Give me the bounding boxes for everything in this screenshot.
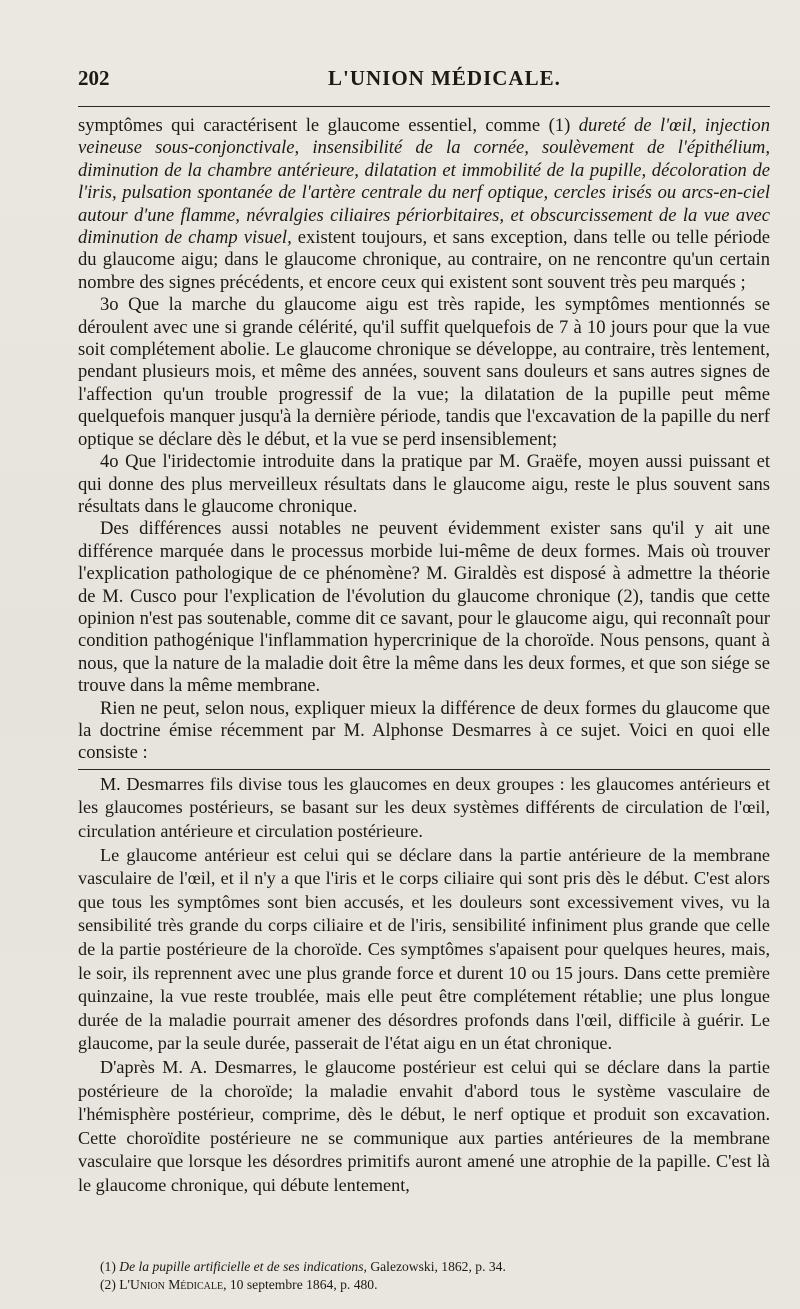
paragraph-differences: Des différences aussi notables ne peuvent évidemment exister sans qu'il y ait une différence marquée dans le processus morbide lui-même de deux formes. Mais où trouver l'explication pathologique de ce phénomène? M. Giraldès est disposé à admettre la théorie de M. Cusco pour l'explication de l'évolution du glaucome chronique (2), tandis que cette opinion n'est pas soutenable, comme dit ce savant, pour le glaucome aigu, qui reconnaît pour condition pathogénique l'inflammation hypercrinique de la choroïde. Nous pensons, quant à nous, que la nature de la maladie doit être la même dans les deux formes, et que son siége se trouve dans la même membrane.	[78, 518, 770, 697]
paragraph-3: 3o Que la marche du glaucome aigu est très rapide, les symptômes mentionnés se déroulent avec une si grande célérité, qu'il suffit quelquefois de 7 à 10 jours pour que la vue soit complétement abolie. Le glaucome chronique se développe, au contraire, très lentement, pendant plusieurs mois, et même des années, souvent sans douleurs et sans autres signes de l'affection qu'un trouble progressif de la vue; la dilatation de la pupille peut même quelquefois manquer jusqu'à la dernière période, tandis que l'excavation de la papille du nerf optique se déclare dès le début, et la vue se perd insensiblement;	[78, 294, 770, 450]
footnotes	[100, 1258, 506, 1294]
paragraph-desmarres-intro: Rien ne peut, selon nous, expliquer mieux la différence de deux formes du glaucome que la doctrine émise récemment par M. Alphonse Desmarres à ce sujet. Voici en quoi elle consiste :	[78, 697, 770, 764]
quote-paragraph-2: Le glaucome antérieur est celui qui se déclare dans la partie antérieure de la membrane vasculaire de l'œil, et il n'y a que l'iris et le corps ciliaire qui sont pris dès le début. C'est alors que tous les symptômes sont bien accusés, et les douleurs sont excessivement vives, vu la sensibilité très grande du corps ciliaire et de l'iris, sensibilité infiniment plus grande que celle de la partie postérieure de la choroïde. Ces symptômes s'apaisent pour quelques heures, mais, le soir, ils reprennent avec une plus grande force et durent 10 ou 15 jours. Dans cette première quinzaine, la vue reste troublée, mais elle peut être complétement rétablie; une plus longue durée de la maladie pourrait amener des désordres profonds dans l'œil, difficile à guérir. Le glaucome, par la seule durée, passerait de l'état aigu en un état chronique.	[78, 844, 770, 1054]
footnote-1: (1) De la pupille artificielle et de ses indications, Galezowski, 1862, p. 34.	[100, 1259, 506, 1274]
quoted-text	[78, 773, 770, 1198]
symptom-list: dureté de l'œil, injection veineuse sous-conjonctivale, insensibilité de la cornée, soulèvement de l'épithélium, diminution de la chambre antérieure, dilatation et immobilité de la pupille, décoloration de l'iris, pulsation spontanée de l'artère centrale du nerf optique, cercles irisés ou arcs-en-ciel autour d'une flamme, névralgies ciliaires périorbitaires, et obscurcissement de la vue avec diminution de champ visuel,	[78, 115, 770, 249]
quote-paragraph-1: M. Desmarres fils divise tous les glaucomes en deux groupes : les glaucomes antérieurs et les glaucomes postérieurs, se basant sur les deux systèmes différents de circulation de l'œil, circulation antérieure et circulation postérieure.	[78, 773, 770, 841]
main-text	[78, 115, 770, 765]
quote-paragraph-3: D'après M. A. Desmarres, le glaucome postérieur est celui qui se déclare dans la partie postérieure de la choroïde; la maladie envahit d'abord tous le système vasculaire de l'hémisphère postérieur, comprime, dès le début, le nerf optique et produit son excavation. Cette choroïdite postérieure ne se communique aux parties antérieures de la membrane vasculaire que lorsque les désordres primitifs auront amené une atrophie de la papille. C'est là le glaucome chronique, qui débute lentement,	[78, 1056, 770, 1195]
page-number: 202	[78, 66, 110, 90]
section-divider	[78, 769, 770, 770]
footnote-2: (2) L'Union Médicale, 10 septembre 1864, p. 480.	[100, 1277, 378, 1292]
paragraph-symptoms: symptômes qui caractérisent le glaucome essentiel, comme (1) dureté de l'œil, injection veineuse sous-conjonctivale, insensibilité de la cornée, soulèvement de l'épithélium, diminution de la chambre antérieure, dilatation et immobilité de la pupille, décoloration de l'iris, pulsation spontanée de l'artère centrale du nerf optique, cercles irisés ou arcs-en-ciel autour d'une flamme, névralgies ciliaires périorbitaires, et obscurcissement de la vue avec diminution de champ visuel, existent toujours, et sans exception, dans telle ou telle période du glaucome aigu; dans le glaucome chronique, au contraire, on ne rencontre qu'un certain nombre des signes précédents, et encore ceux qui existent sont souvent très peu marqués ;	[78, 115, 770, 293]
paragraph-4: 4o Que l'iridectomie introduite dans la pratique par M. Graëfe, moyen aussi puissant et qui donne des plus merveilleux résultats dans le glaucome aigu, reste le plus souvent sans résultats dans le glaucome chronique.	[78, 451, 770, 517]
running-head: L'UNION MÉDICALE.	[328, 66, 561, 90]
page-header	[78, 66, 770, 107]
